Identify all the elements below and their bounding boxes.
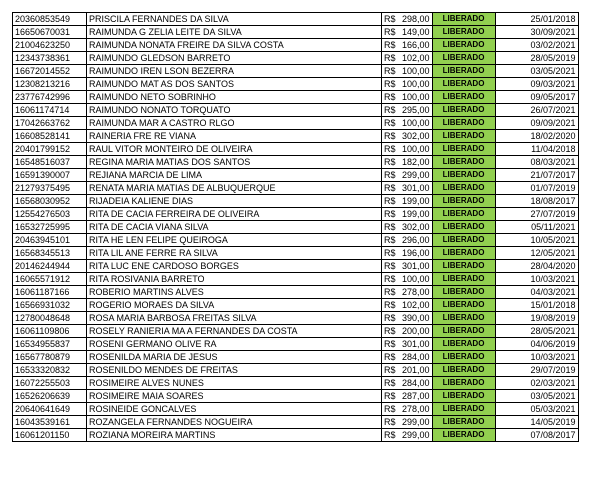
- beneficiary-id-cell: 16526206639: [13, 390, 87, 403]
- table-row: [13, 156, 579, 169]
- table-row: [13, 247, 579, 260]
- beneficiary-id-cell: 16043539161: [13, 416, 87, 429]
- currency-symbol-cell: R$: [382, 247, 401, 260]
- status-badge: LIBERADO: [432, 130, 495, 143]
- beneficiary-id-cell: 20640641649: [13, 403, 87, 416]
- amount-cell: 302,00: [400, 130, 432, 143]
- table-row: [13, 169, 579, 182]
- status-badge: LIBERADO: [432, 208, 495, 221]
- amount-cell: 284,00: [400, 351, 432, 364]
- amount-cell: 299,00: [400, 429, 432, 442]
- currency-symbol-cell: R$: [382, 65, 401, 78]
- status-badge: LIBERADO: [432, 351, 495, 364]
- table-row: [13, 182, 579, 195]
- amount-cell: 299,00: [400, 169, 432, 182]
- beneficiary-id-cell: 20146244944: [13, 260, 87, 273]
- beneficiary-id-cell: 16533320832: [13, 364, 87, 377]
- date-cell: 05/03/2021: [495, 403, 578, 416]
- beneficiary-name-cell: ROSIMEIRE MAIA SOARES: [87, 390, 382, 403]
- beneficiary-name-cell: RAUL VITOR MONTEIRO DE OLIVEIRA: [87, 143, 382, 156]
- status-badge: LIBERADO: [432, 299, 495, 312]
- currency-symbol-cell: R$: [382, 351, 401, 364]
- beneficiary-id-cell: 16072255503: [13, 377, 87, 390]
- beneficiary-name-cell: RITA LIL ANE FERRE RA SILVA: [87, 247, 382, 260]
- beneficiary-name-cell: ROGERIO MORAES DA SILVA: [87, 299, 382, 312]
- date-cell: 25/01/2018: [495, 13, 578, 26]
- beneficiary-name-cell: ROSENILDO MENDES DE FREITAS: [87, 364, 382, 377]
- status-badge: LIBERADO: [432, 104, 495, 117]
- table-row: [13, 299, 579, 312]
- date-cell: 18/02/2020: [495, 130, 578, 143]
- beneficiary-name-cell: ROSENILDA MARIA DE JESUS: [87, 351, 382, 364]
- table-row: [13, 91, 579, 104]
- date-cell: 15/01/2018: [495, 299, 578, 312]
- date-cell: 07/08/2017: [495, 429, 578, 442]
- currency-symbol-cell: R$: [382, 260, 401, 273]
- beneficiary-name-cell: RAIMUNDO NONATO TORQUATO: [87, 104, 382, 117]
- beneficiary-id-cell: 16650670031: [13, 26, 87, 39]
- currency-symbol-cell: R$: [382, 338, 401, 351]
- date-cell: 02/03/2021: [495, 377, 578, 390]
- status-badge: LIBERADO: [432, 260, 495, 273]
- beneficiary-name-cell: ROSELY RANIERIA MA A FERNANDES DA COSTA: [87, 325, 382, 338]
- status-badge: LIBERADO: [432, 39, 495, 52]
- amount-cell: 298,00: [400, 13, 432, 26]
- table-row: [13, 130, 579, 143]
- date-cell: 28/05/2021: [495, 325, 578, 338]
- beneficiary-name-cell: ROSENI GERMANO OLIVE RA: [87, 338, 382, 351]
- beneficiary-id-cell: 21004623250: [13, 39, 87, 52]
- beneficiary-id-cell: 20360853549: [13, 13, 87, 26]
- date-cell: 09/05/2017: [495, 91, 578, 104]
- currency-symbol-cell: R$: [382, 273, 401, 286]
- table-row: [13, 78, 579, 91]
- status-badge: LIBERADO: [432, 338, 495, 351]
- beneficiary-id-cell: 12780048648: [13, 312, 87, 325]
- status-badge: LIBERADO: [432, 52, 495, 65]
- beneficiary-id-cell: 20401799152: [13, 143, 87, 156]
- date-cell: 21/07/2017: [495, 169, 578, 182]
- beneficiary-name-cell: RAINERIA FRE RE VIANA: [87, 130, 382, 143]
- date-cell: 03/05/2021: [495, 390, 578, 403]
- beneficiary-name-cell: RAIMUNDA MAR A CASTRO RLGO: [87, 117, 382, 130]
- amount-cell: 149,00: [400, 26, 432, 39]
- beneficiary-id-cell: 21279375495: [13, 182, 87, 195]
- beneficiary-id-cell: 20463945101: [13, 234, 87, 247]
- table-row: [13, 39, 579, 52]
- currency-symbol-cell: R$: [382, 286, 401, 299]
- beneficiary-name-cell: ROBERIO MARTINS ALVES: [87, 286, 382, 299]
- currency-symbol-cell: R$: [382, 91, 401, 104]
- table-row: [13, 351, 579, 364]
- date-cell: 03/05/2021: [495, 65, 578, 78]
- currency-symbol-cell: R$: [382, 221, 401, 234]
- date-cell: 10/03/2021: [495, 351, 578, 364]
- currency-symbol-cell: R$: [382, 377, 401, 390]
- date-cell: 03/02/2021: [495, 39, 578, 52]
- beneficiary-id-cell: 12554276503: [13, 208, 87, 221]
- status-badge: LIBERADO: [432, 325, 495, 338]
- amount-cell: 301,00: [400, 338, 432, 351]
- beneficiary-name-cell: RAIMUNDO GLEDSON BARRETO: [87, 52, 382, 65]
- beneficiary-name-cell: ROSA MARIA BARBOSA FREITAS SILVA: [87, 312, 382, 325]
- beneficiary-name-cell: RENATA MARIA MATIAS DE ALBUQUERQUE: [87, 182, 382, 195]
- beneficiary-id-cell: 16672014552: [13, 65, 87, 78]
- date-cell: 08/03/2021: [495, 156, 578, 169]
- date-cell: 10/03/2021: [495, 273, 578, 286]
- beneficiary-id-cell: 16608528141: [13, 130, 87, 143]
- table-row: [13, 26, 579, 39]
- currency-symbol-cell: R$: [382, 195, 401, 208]
- beneficiary-name-cell: RITA DE CACIA VIANA SILVA: [87, 221, 382, 234]
- beneficiary-name-cell: RAIMUNDA G ZELIA LEITE DA SILVA: [87, 26, 382, 39]
- date-cell: 28/05/2019: [495, 52, 578, 65]
- amount-cell: 200,00: [400, 325, 432, 338]
- table-row: [13, 377, 579, 390]
- date-cell: 04/03/2021: [495, 286, 578, 299]
- currency-symbol-cell: R$: [382, 312, 401, 325]
- currency-symbol-cell: R$: [382, 403, 401, 416]
- date-cell: 26/07/2021: [495, 104, 578, 117]
- currency-symbol-cell: R$: [382, 390, 401, 403]
- beneficiary-name-cell: ROZANGELA FERNANDES NOGUEIRA: [87, 416, 382, 429]
- beneficiary-name-cell: RAIMUNDA NONATA FREIRE DA SILVA COSTA: [87, 39, 382, 52]
- table-row: [13, 416, 579, 429]
- table-row: [13, 403, 579, 416]
- amount-cell: 100,00: [400, 91, 432, 104]
- currency-symbol-cell: R$: [382, 78, 401, 91]
- amount-cell: 102,00: [400, 299, 432, 312]
- status-badge: LIBERADO: [432, 403, 495, 416]
- amount-cell: 102,00: [400, 52, 432, 65]
- amount-cell: 302,00: [400, 221, 432, 234]
- currency-symbol-cell: R$: [382, 208, 401, 221]
- status-badge: LIBERADO: [432, 156, 495, 169]
- table-row: [13, 52, 579, 65]
- beneficiary-id-cell: 16567780879: [13, 351, 87, 364]
- table-row: [13, 390, 579, 403]
- date-cell: 28/04/2020: [495, 260, 578, 273]
- currency-symbol-cell: R$: [382, 117, 401, 130]
- date-cell: 30/09/2021: [495, 26, 578, 39]
- date-cell: 09/09/2021: [495, 117, 578, 130]
- currency-symbol-cell: R$: [382, 299, 401, 312]
- amount-cell: 299,00: [400, 416, 432, 429]
- table-row: [13, 221, 579, 234]
- date-cell: 04/06/2019: [495, 338, 578, 351]
- currency-symbol-cell: R$: [382, 156, 401, 169]
- currency-symbol-cell: R$: [382, 182, 401, 195]
- beneficiary-name-cell: REJIANA MARCIA DE LIMA: [87, 169, 382, 182]
- beneficiary-id-cell: 16566931032: [13, 299, 87, 312]
- currency-symbol-cell: R$: [382, 26, 401, 39]
- amount-cell: 199,00: [400, 208, 432, 221]
- beneficiary-id-cell: 16061109806: [13, 325, 87, 338]
- amount-cell: 199,00: [400, 195, 432, 208]
- amount-cell: 201,00: [400, 364, 432, 377]
- amount-cell: 284,00: [400, 377, 432, 390]
- amount-cell: 301,00: [400, 182, 432, 195]
- status-badge: LIBERADO: [432, 390, 495, 403]
- date-cell: 11/04/2018: [495, 143, 578, 156]
- date-cell: 18/08/2017: [495, 195, 578, 208]
- status-badge: LIBERADO: [432, 429, 495, 442]
- records-table: [12, 12, 579, 442]
- currency-symbol-cell: R$: [382, 130, 401, 143]
- beneficiary-id-cell: 16061187166: [13, 286, 87, 299]
- beneficiary-name-cell: RITA ROSIVANIA BARRETO: [87, 273, 382, 286]
- status-badge: LIBERADO: [432, 78, 495, 91]
- currency-symbol-cell: R$: [382, 39, 401, 52]
- currency-symbol-cell: R$: [382, 234, 401, 247]
- status-badge: LIBERADO: [432, 195, 495, 208]
- table-row: [13, 65, 579, 78]
- amount-cell: 295,00: [400, 104, 432, 117]
- beneficiary-id-cell: 16061201150: [13, 429, 87, 442]
- date-cell: 01/07/2019: [495, 182, 578, 195]
- currency-symbol-cell: R$: [382, 52, 401, 65]
- date-cell: 10/05/2021: [495, 234, 578, 247]
- status-badge: LIBERADO: [432, 377, 495, 390]
- status-badge: LIBERADO: [432, 91, 495, 104]
- currency-symbol-cell: R$: [382, 169, 401, 182]
- status-badge: LIBERADO: [432, 364, 495, 377]
- table-row: [13, 273, 579, 286]
- amount-cell: 301,00: [400, 260, 432, 273]
- table-row: [13, 338, 579, 351]
- status-badge: LIBERADO: [432, 286, 495, 299]
- table-row: [13, 104, 579, 117]
- beneficiary-id-cell: 16591390007: [13, 169, 87, 182]
- status-badge: LIBERADO: [432, 182, 495, 195]
- date-cell: 12/05/2021: [495, 247, 578, 260]
- table-row: [13, 234, 579, 247]
- beneficiary-name-cell: RITA DE CACIA FERREIRA DE OLIVEIRA: [87, 208, 382, 221]
- table-row: [13, 208, 579, 221]
- beneficiary-name-cell: ROSIMEIRE ALVES NUNES: [87, 377, 382, 390]
- beneficiary-name-cell: RAIMUNDO IREN LSON BEZERRA: [87, 65, 382, 78]
- amount-cell: 100,00: [400, 78, 432, 91]
- amount-cell: 182,00: [400, 156, 432, 169]
- beneficiary-id-cell: 23776742996: [13, 91, 87, 104]
- date-cell: 29/07/2019: [495, 364, 578, 377]
- status-badge: LIBERADO: [432, 234, 495, 247]
- beneficiary-id-cell: 16065571912: [13, 273, 87, 286]
- table-row: [13, 13, 579, 26]
- amount-cell: 196,00: [400, 247, 432, 260]
- table-row: [13, 364, 579, 377]
- currency-symbol-cell: R$: [382, 364, 401, 377]
- date-cell: 09/03/2021: [495, 78, 578, 91]
- status-badge: LIBERADO: [432, 221, 495, 234]
- amount-cell: 100,00: [400, 117, 432, 130]
- amount-cell: 287,00: [400, 390, 432, 403]
- currency-symbol-cell: R$: [382, 416, 401, 429]
- table-row: [13, 286, 579, 299]
- amount-cell: 100,00: [400, 143, 432, 156]
- beneficiary-id-cell: 16568030952: [13, 195, 87, 208]
- currency-symbol-cell: R$: [382, 13, 401, 26]
- beneficiary-name-cell: RAIMUNDO MAT AS DOS SANTOS: [87, 78, 382, 91]
- table-row: [13, 117, 579, 130]
- beneficiary-name-cell: REGINA MARIA MATIAS DOS SANTOS: [87, 156, 382, 169]
- beneficiary-id-cell: 12308213216: [13, 78, 87, 91]
- date-cell: 14/05/2019: [495, 416, 578, 429]
- beneficiary-id-cell: 16061174714: [13, 104, 87, 117]
- status-badge: LIBERADO: [432, 65, 495, 78]
- status-badge: LIBERADO: [432, 26, 495, 39]
- beneficiary-id-cell: 12343738361: [13, 52, 87, 65]
- table-row: [13, 260, 579, 273]
- records-table-body: [13, 13, 579, 442]
- status-badge: LIBERADO: [432, 312, 495, 325]
- date-cell: 27/07/2019: [495, 208, 578, 221]
- date-cell: 19/08/2019: [495, 312, 578, 325]
- status-badge: LIBERADO: [432, 13, 495, 26]
- table-row: [13, 325, 579, 338]
- amount-cell: 390,00: [400, 312, 432, 325]
- amount-cell: 100,00: [400, 65, 432, 78]
- beneficiary-id-cell: 16568345513: [13, 247, 87, 260]
- table-row: [13, 429, 579, 442]
- beneficiary-name-cell: RAIMUNDO NETO SOBRINHO: [87, 91, 382, 104]
- currency-symbol-cell: R$: [382, 143, 401, 156]
- status-badge: LIBERADO: [432, 247, 495, 260]
- currency-symbol-cell: R$: [382, 325, 401, 338]
- beneficiary-name-cell: RITA LUC ENE CARDOSO BORGES: [87, 260, 382, 273]
- beneficiary-id-cell: 16548516037: [13, 156, 87, 169]
- beneficiary-id-cell: 17042663762: [13, 117, 87, 130]
- table-row: [13, 195, 579, 208]
- status-badge: LIBERADO: [432, 169, 495, 182]
- amount-cell: 166,00: [400, 39, 432, 52]
- currency-symbol-cell: R$: [382, 429, 401, 442]
- beneficiary-name-cell: ROSINEIDE GONCALVES: [87, 403, 382, 416]
- table-row: [13, 143, 579, 156]
- date-cell: 05/11/2021: [495, 221, 578, 234]
- amount-cell: 278,00: [400, 403, 432, 416]
- beneficiary-name-cell: RITA HE LEN FELIPE QUEIROGA: [87, 234, 382, 247]
- status-badge: LIBERADO: [432, 117, 495, 130]
- beneficiary-id-cell: 16534955837: [13, 338, 87, 351]
- beneficiary-name-cell: ROZIANA MOREIRA MARTINS: [87, 429, 382, 442]
- status-badge: LIBERADO: [432, 273, 495, 286]
- beneficiary-id-cell: 16532725995: [13, 221, 87, 234]
- beneficiary-name-cell: PRISCILA FERNANDES DA SILVA: [87, 13, 382, 26]
- amount-cell: 296,00: [400, 234, 432, 247]
- currency-symbol-cell: R$: [382, 104, 401, 117]
- table-row: [13, 312, 579, 325]
- status-badge: LIBERADO: [432, 143, 495, 156]
- status-badge: LIBERADO: [432, 416, 495, 429]
- beneficiary-name-cell: RIJADEIA KALIENE DIAS: [87, 195, 382, 208]
- amount-cell: 100,00: [400, 273, 432, 286]
- amount-cell: 278,00: [400, 286, 432, 299]
